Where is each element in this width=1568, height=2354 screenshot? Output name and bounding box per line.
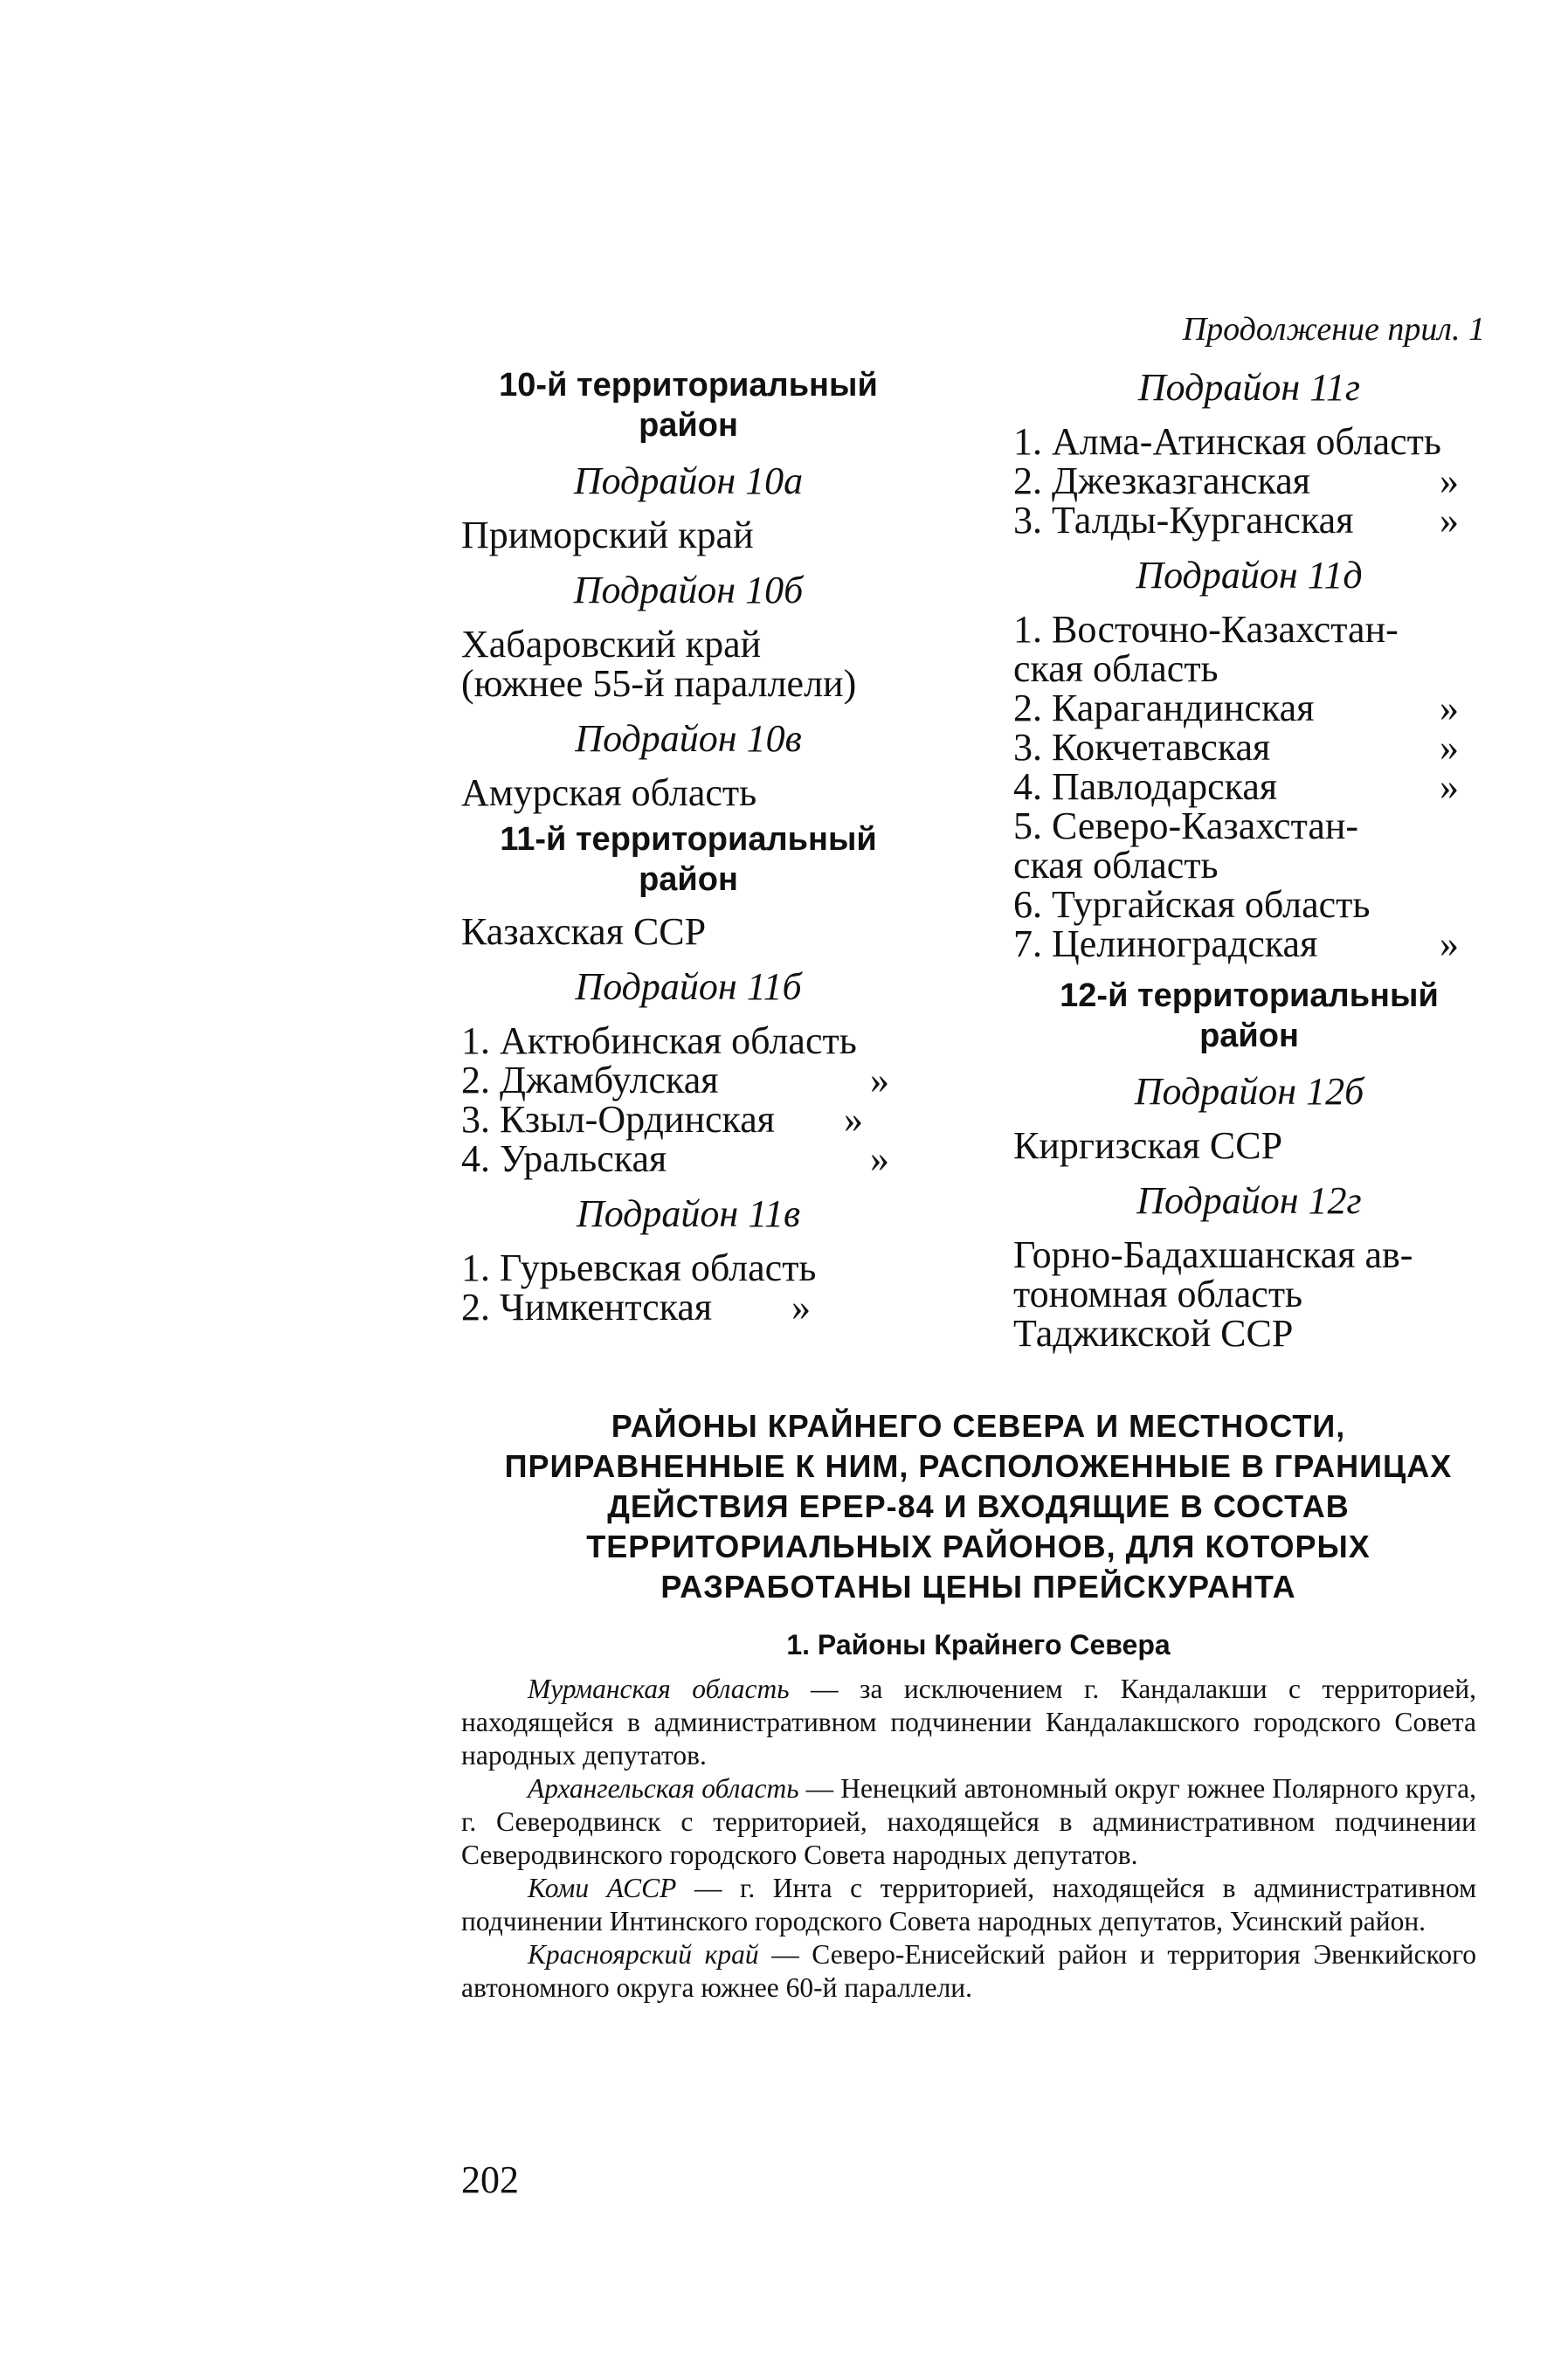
district-11-heading: 11-й территориальный район — [500, 821, 877, 898]
section-title-line: РАЗРАБОТАНЫ ЦЕНЫ ПРЕЙСКУРАНТА — [660, 1569, 1296, 1605]
ditto-mark: » — [870, 1059, 889, 1101]
list-item: 5. Северо-Казахстан- — [1013, 804, 1359, 847]
subdistrict-10b-text-2: (южнее 55-й параллели) — [461, 662, 857, 705]
left-column — [461, 358, 915, 1327]
subdistrict-11g-heading: Подрайон 11г — [1137, 366, 1361, 409]
paragraph-text: — за исключением г. Кандалакши с территорией, находящейся в административном подчинении Кандалакшского городского Совета народных депутатов. — [461, 1674, 1476, 1771]
list-item: 3. Талды-Курганская — [1013, 499, 1354, 542]
subdistrict-10a-text: Приморский край — [461, 514, 754, 556]
list-item: 4. Уральская — [461, 1137, 667, 1180]
list-item: 3. Кзыл-Ординская — [461, 1098, 776, 1141]
district-12-heading: 12-й территориальный район — [1060, 977, 1439, 1054]
subdistrict-12g-text-3: Таджикской ССР — [1013, 1312, 1294, 1355]
subsection-title: 1. Районы Крайнего Севера — [786, 1629, 1171, 1660]
ditto-mark: » — [1440, 459, 1459, 502]
subdistrict-10v-heading: Подрайон 10в — [575, 717, 802, 760]
paragraph — [461, 1938, 1476, 2005]
section-title-line: ТЕРРИТОРИАЛЬНЫХ РАЙОНОВ, ДЛЯ КОТОРЫХ — [586, 1529, 1371, 1564]
paragraph-lead: Красноярский край — [528, 1939, 759, 1970]
list-item: 3. Кокчетавская — [1013, 726, 1271, 769]
list-item: 1. Гурьевская область — [461, 1246, 817, 1289]
list-item: 6. Тургайская область — [1013, 883, 1371, 926]
subdistrict-11b-heading: Подрайон 11б — [575, 965, 802, 1008]
paragraph — [461, 1772, 1476, 1872]
section-title-line: ПРИРАВНЕННЫЕ К НИМ, РАСПОЛОЖЕННЫЕ В ГРАНИЦАХ — [504, 1448, 1453, 1484]
ditto-mark: » — [1440, 922, 1459, 965]
list-item: 1. Актюбинская область — [461, 1019, 857, 1062]
ditto-mark: » — [1440, 726, 1459, 769]
district-11-text: Казахская ССР — [461, 910, 707, 953]
district-10-heading: 10-й территориальный район — [499, 367, 878, 444]
ditto-mark: » — [1440, 499, 1459, 542]
list-item: 2. Джамбулская — [461, 1059, 719, 1101]
page-number: 202 — [461, 2158, 519, 2201]
paragraph-lead: Мурманская область — [528, 1674, 790, 1704]
subdistrict-12b-heading: Подрайон 12б — [1134, 1070, 1364, 1113]
list-item: 1. Восточно-Казахстан- — [1013, 608, 1399, 651]
paragraph-lead: Коми АССР — [528, 1873, 677, 1903]
paragraph-text: — Ненецкий автономный округ южнее Полярного круга, г. Северодвинск с территорией, находящейся в административном подчинении Северодвинского городского Совета народных депутатов. — [461, 1773, 1476, 1870]
paragraph — [461, 1872, 1476, 1938]
continuation-label: Продолжение прил. 1 — [1182, 311, 1485, 348]
subdistrict-12g-text-2: тономная область — [1013, 1273, 1303, 1315]
list-item: 1. Алма-Атинская область — [1013, 420, 1441, 463]
paragraph — [461, 1673, 1476, 1772]
section-title — [472, 1406, 1485, 1607]
list-item: 2. Джезказганская — [1013, 459, 1311, 502]
list-item: 4. Павлодарская — [1013, 765, 1278, 808]
list-item: 2. Карагандинская — [1013, 687, 1315, 729]
body-text — [461, 1673, 1476, 2005]
list-item: 7. Целиноградская — [1013, 922, 1318, 965]
list-item: ская область — [1013, 647, 1219, 690]
ditto-mark: » — [844, 1098, 863, 1141]
list-item: 2. Чимкентская — [461, 1286, 713, 1329]
ditto-mark: » — [870, 1137, 889, 1180]
subdistrict-10b-heading: Подрайон 10б — [573, 569, 804, 611]
ditto-mark: » — [1440, 765, 1459, 808]
paragraph-text: — Северо-Енисейский район и территория Эвенкийского автономного округа южнее 60-й параллели. — [461, 1939, 1476, 2003]
list-item: ская область — [1013, 844, 1219, 887]
right-column — [1013, 310, 1485, 1353]
subdistrict-11v-heading: Подрайон 11в — [576, 1192, 801, 1235]
subdistrict-12g-heading: Подрайон 12г — [1136, 1179, 1362, 1222]
paragraph-text: — г. Инта с территорией, находящейся в административном подчинении Интинского городского Совета народных депутатов, Усинский район. — [461, 1873, 1477, 1936]
paragraph-lead: Архангельская область — [528, 1773, 799, 1804]
ditto-mark: » — [1440, 687, 1459, 729]
subdistrict-10v-text: Амурская область — [461, 771, 757, 814]
section-title-line: РАЙОНЫ КРАЙНЕГО СЕВЕРА И МЕСТНОСТИ, — [611, 1408, 1346, 1444]
subdistrict-11d-heading: Подрайон 11д — [1136, 554, 1363, 597]
subdistrict-10b-text-1: Хабаровский край — [461, 623, 762, 666]
subdistrict-12g-text-1: Горно-Бадахшанская ав- — [1013, 1233, 1413, 1276]
subdistrict-12b-text: Киргизская ССР — [1013, 1124, 1283, 1167]
subdistrict-10a-heading: Подрайон 10а — [573, 459, 804, 502]
section-title-line: ДЕЙСТВИЯ ЕРЕР-84 И ВХОДЯЩИЕ В СОСТАВ — [607, 1488, 1350, 1524]
ditto-mark: » — [791, 1286, 811, 1329]
